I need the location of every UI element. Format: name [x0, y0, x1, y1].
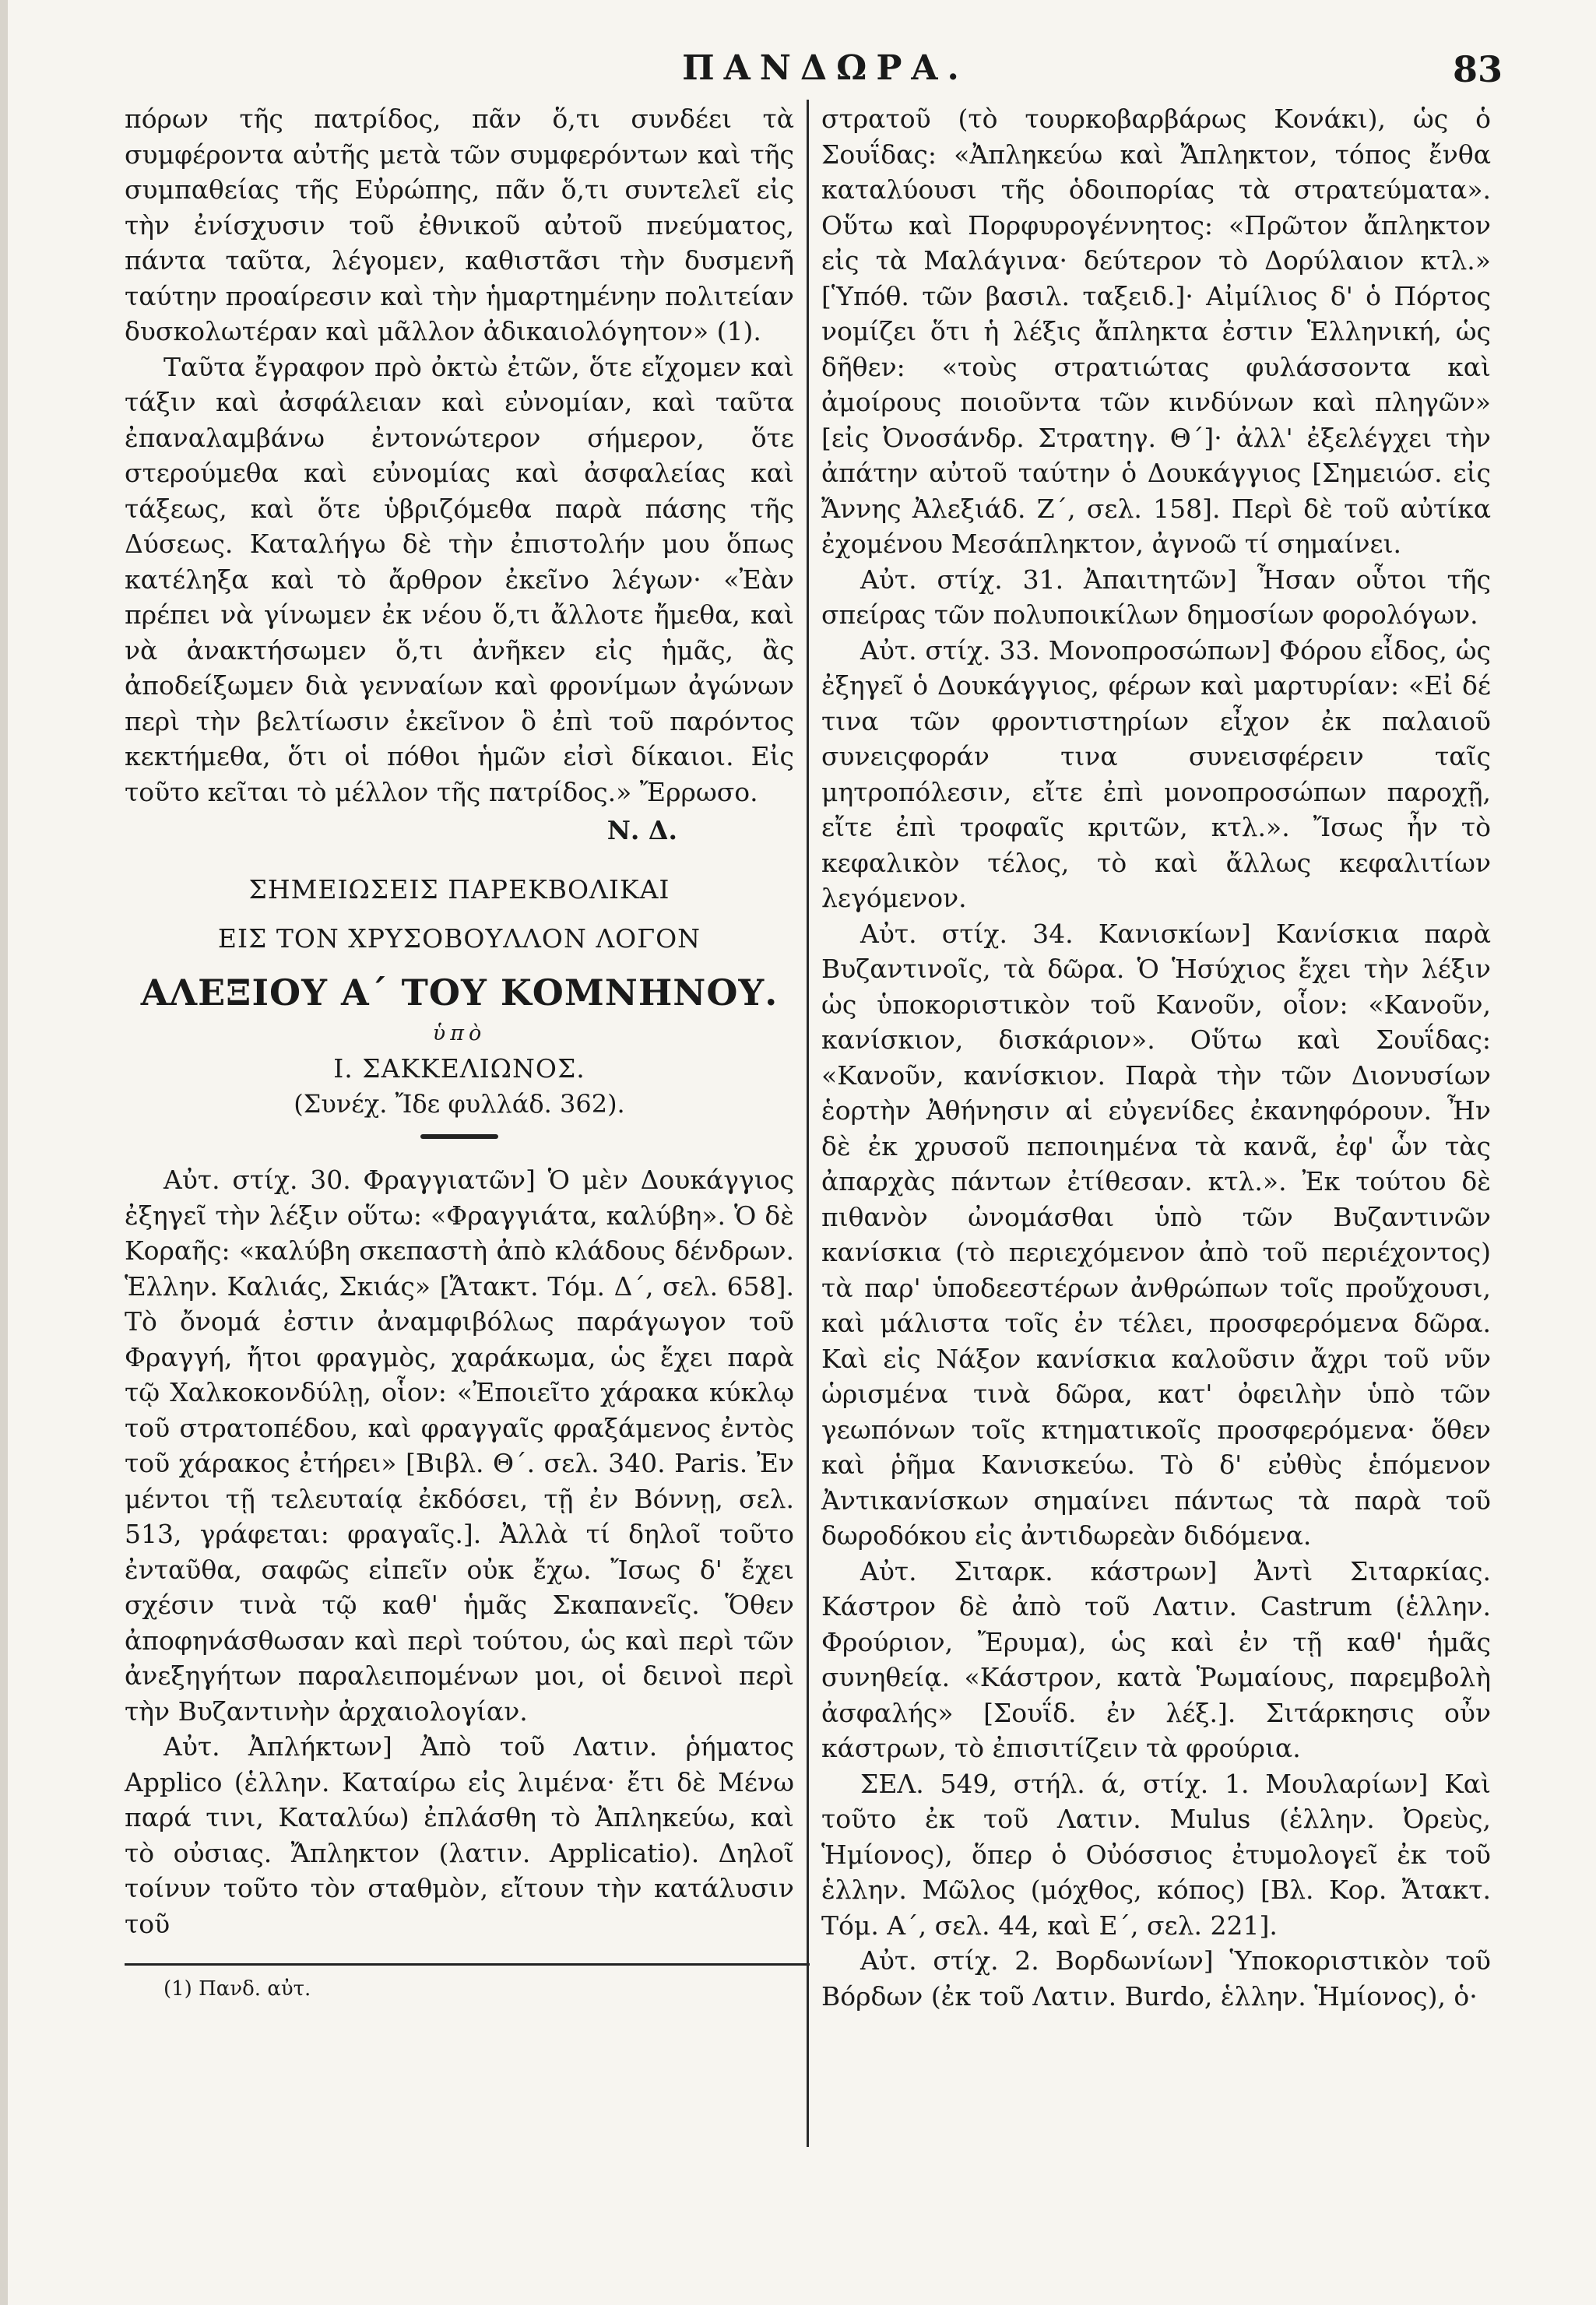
running-title: ΠΑΝΔΩΡΑ.	[682, 48, 968, 88]
byline-by: ὑπὸ	[432, 1021, 487, 1045]
note-kaniskion: Αὐτ. στίχ. 34. Κανισκίων] Κανίσκια παρὰ Βυζαντινοῖς, τὰ δῶρα. Ὁ Ἡσύχιος ἔχει τὴν λέξιν ὡς ὑποκοριστικὸν τοῦ Κανοῦν, οἷον: «Κανοῦν, κανίσκιον, δισκάριον». Οὕτω καὶ Σουΐδας: «Κανοῦν, κανίσκιον. Παρὰ τὴν τῶν Διονυσίων ἑορτὴν Ἀθήνησιν αἱ εὐγενίδες ἐκανηφόρουν. Ἦν δὲ ἐκ χρυσοῦ πεποιημένα τὰ κανᾶ, ἐφ' ὧν τὰς ἀπαρχὰς πάντων ἐτίθεσαν. κτλ.». Ἐκ τούτου δὲ πιθανὸν ὠνομάσθαι ὑπὸ τῶν Βυζαντινῶν κανίσκια (τὸ περιεχόμενον ἀπὸ τοῦ περιέχοντος) τὰ παρ' ὑποδεεστέρων ἀνθρώπων τοῖς προὔχουσι, καὶ μάλιστα τοῖς ἐν τέλει, προσφερόμενα δῶρα. Καὶ εἰς Νάξον κανίσκια καλοῦσιν ἄχρι τοῦ νῦν ὡρισμένα τινὰ δῶρα, κατ' ὀφειλὴν ὑπὸ τῶν γεωπόνων τοῖς κτηματικοῖς προσφερόμενα· ὅθεν καὶ ῥῆμα Κανισκεύω. Τὸ δ' εὐθὺς ἑπόμενον Ἀντικανίσκων σημαίνει πάντως τὰ παρὰ τοῦ δωροδόκου εἰς ἀντιδωρεὰν διδόμενα.	[821, 918, 1491, 1551]
footnote: (1) Πανδ. αὐτ.	[163, 1977, 311, 2001]
right-column	[821, 101, 1491, 2265]
signature: Ν. Δ.	[606, 815, 677, 845]
page-header	[117, 48, 1534, 95]
page-number: 83	[1452, 48, 1503, 90]
column-divider	[807, 100, 809, 2147]
scan-edge	[0, 0, 8, 2305]
continuation-note: (Συνέχ. Ἴδε φυλλάδ. 362).	[294, 1088, 625, 1119]
note-monoprosopon: Αὐτ. στίχ. 33. Μονοπροσώπων] Φόρου εἶδος, ὡς ἐξηγεῖ ὁ Δουκάγγιος, φέρων καὶ μαρτυρίαν: «Εἰ δέ τινα τῶν φροντιστηρίων εἶχον ἐκ παλαιοῦ συνειςφοράν τινα συνεισφέρειν ταῖς μητροπόλεσιν, εἴτε ἐπὶ μονοπροσώπων παροχῇ, εἴτε ἐπὶ τροφαῖς κριτῶν, κτλ.». Ἴσως ἦν τὸ κεφαλικὸν τέλος, τὸ καὶ ἄλλως κεφαλιτίων λεγόμενον.	[821, 634, 1491, 913]
section-heading-chrysobull: ΕΙΣ ΤΟΝ ΧΡΥΣΟΒΟΥΛΛΟΝ ΛΟΓΟΝ	[217, 923, 701, 954]
right-paragraph-1: στρατοῦ (τὸ τουρκοβαρβάρως Κονάκι), ὡς ὁ Σουΐδας: «Ἀπληκεύω καὶ Ἄπληκτον, τόπος ἔνθα καταλύουσι τῆς ὁδοιπορίας τὰ στρατεύματα». Οὕτω καὶ Πορφυρογέννητος: «Πρῶτον ἄπληκτον εἰς τὰ Μαλάγινα· δεύτερον τὸ Δορύλαιον κτλ.» [Ὑπόθ. τῶν βασιλ. ταξειδ.]· Αἰμίλιος δ' ὁ Πόρτος νομίζει ὅτι ἡ λέξις ἄπληκτα ἐστιν Ἑλληνική, ὡς δῆθεν: «τοὺς στρατιώτας φυλάσσοντα καὶ ἀμοίρους ποιοῦντα τῶν κινδύνων καὶ πληγῶν» [εἰς Ὀνοσάνδρ. Στρατηγ. Θ΄]· ἀλλ' ἐξελέγχει τὴν ἀπάτην αὐτοῦ ταύτην ὁ Δουκάγγιος [Σημειώσ. εἰς Ἄννης Ἀλεξιάδ. Ζ΄, σελ. 158]. Περὶ δὲ τοῦ αὐτίκα ἐχομένου Μεσάπληκτον, ἀγνοῶ τί σημαίνει.	[821, 104, 1491, 559]
note-apaititon: Αὐτ. στίχ. 31. Ἀπαιτητῶν] Ἦσαν οὗτοι τῆς σπείρας τῶν πολυποικίλων δημοσίων φορολόγων.	[821, 564, 1491, 630]
left-paragraph-1: πόρων τῆς πατρίδος, πᾶν ὅ,τι συνδέει τὰ συμφέροντα αὐτῆς μετὰ τῶν συμφερόντων καὶ τῆς συμπαθείας τῆς Εὐρώπης, πᾶν ὅ,τι συντελεῖ εἰς τὴν ἐνίσχυσιν τοῦ ἐθνικοῦ αὐτοῦ πνεύματος, πάντα ταῦτα, λέγομεν, καθιστᾶσι τὴν δυσμενῆ ταύτην προαίρεσιν καὶ τὴν ἡμαρτημένην πολιτείαν δυσκολωτέραν καὶ μᾶλλον ἀδικαιολόγητον» (1).	[125, 104, 794, 346]
note-aplekton: Αὐτ. Ἀπλήκτων] Ἀπὸ τοῦ Λατιν. ῥήματος Applico (ἑλλην. Καταίρω εἰς λιμένα· ἔτι δὲ Μένω παρά τινι, Καταλύω) ἐπλάσθη τὸ Ἀπληκεύω, καὶ τὸ οὐσιας. Ἄπληκτον (λατιν. Applicatio). Δηλοῖ τοίνυν τοῦτο τὸν σταθμὸν, εἴτουν τὴν κατάλυσιν τοῦ	[125, 1731, 794, 1939]
left-column	[125, 101, 794, 2265]
ornamental-rule	[420, 1134, 498, 1139]
note-bordonion: Αὐτ. στίχ. 2. Βορδωνίων] Ὑποκοριστικὸν τοῦ Βόρδων (ἐκ τοῦ Λατιν. Burdo, ἑλλην. Ἡμίονος), ὁ·	[821, 1945, 1491, 2012]
section-heading-notes: ΣΗΜΕΙΩΣΕΙΣ ΠΑΡΕΚΒΟΛΙΚΑΙ	[248, 873, 670, 905]
left-paragraph-2: Ταῦτα ἔγραφον πρὸ ὀκτὼ ἐτῶν, ὅτε εἴχομεν καὶ τάξιν καὶ ἀσφάλειαν καὶ εὐνομίαν, καὶ ταῦτα ἐπαναλαμβάνω ἐντονώτερον σήμερον, ὅτε στερούμεθα καὶ εὐνομίας καὶ ἀσφαλείας καὶ τάξεως, καὶ ὅτε ὑβριζόμεθα παρὰ πάσης τῆς Δύσεως. Καταλήγω δὲ τὴν ἐπιστολήν μου ὅπως κατέληξα καὶ τὸ ἄρθρον ἐκεῖνο λέγων· «Ἐὰν πρέπει νὰ γίνωμεν ἐκ νέου ὅ,τι ἄλλοτε ἤμεθα, καὶ νὰ ἀνακτήσωμεν ὅ,τι ἀνῆκεν εἰς ἡμᾶς, ἂς ἀποδείξωμεν διὰ γενναίων καὶ φρονίμων ἀγώνων περὶ τὴν βελτίωσιν ἐκεῖνον ὃ ἐπὶ τοῦ παρόντος κεκτήμεθα, ὅτι οἱ πόθοι ἡμῶν εἰσὶ δίκαιοι. Εἰς τοῦτο κεῖται τὸ μέλλον τῆς πατρίδος.» Ἔρρωσο.	[125, 351, 794, 807]
section-heading-alexios: ΑΛΕΞΙΟΥ Α΄ ΤΟΥ ΚΟΜΝΗΝΟΥ.	[140, 971, 779, 1014]
note-sitark-kastron: Αὐτ. Σιταρκ. κάστρων] Ἀντὶ Σιταρκίας. Κάστρον δὲ ἀπὸ τοῦ Λατιν. Castrum (ἑλλην. Φρούριον, Ἔρυμα), ὡς καὶ ἐν τῇ καθ' ἡμᾶς συνηθείᾳ. «Κάστρον, κατὰ Ῥωμαίους, παρεμβολὴ ἀσφαλής» [Σουΐδ. ἐν λέξ.]. Σιτάρκησις οὖν κάστρων, τὸ ἐπισιτίζειν τὰ φρούρια.	[821, 1555, 1491, 1763]
note-moularion: ΣΕΛ. 549, στήλ. ά, στίχ. 1. Μουλαρίων] Καὶ τοῦτο ἐκ τοῦ Λατιν. Mulus (ἑλλην. Ὀρεὺς, Ἡμίονος), ὅπερ ὁ Οὐόσσιος ἐτυμολογεῖ ἐκ τοῦ ἑλλην. Μῶλος (μόχθος, κόπος) [Βλ. Κορ. Ἄτακτ. Τόμ. Α΄, σελ. 44, καὶ Ε΄, σελ. 221].	[821, 1768, 1491, 1941]
footnote-divider	[125, 1963, 810, 1966]
byline-author: Ι. ΣΑΚΚΕΛΙΩΝΟΣ.	[333, 1053, 585, 1084]
note-fraggiaton: Αὐτ. στίχ. 30. Φραγγιατῶν] Ὁ μὲν Δουκάγγιος ἐξηγεῖ τὴν λέξιν οὕτω: «Φραγγιάτα, καλύβη». Ὁ δὲ Κοραῆς: «καλύβη σκεπαστὴ ἀπὸ κλάδους δένδρων. Ἑλλην. Καλιάς, Σκιάς» [Ἄτακτ. Τόμ. Δ΄, σελ. 658]. Τὸ ὄνομά ἐστιν ἀναμφιβόλως παράγωγον τοῦ Φραγγή, ἤτοι φραγμὸς, χαράκωμα, ὡς ἔχει παρὰ τῷ Χαλκοκονδύλῃ, οἷον: «Ἐποιεῖτο χάρακα κύκλῳ τοῦ στρατοπέδου, καὶ φραγγαῖς φραξάμενος ἐντὸς τοῦ χάρακος ἐτήρει» [Βιβλ. Θ΄. σελ. 340. Paris. Ἐν μέντοι τῇ τελευταίᾳ ἐκδόσει, τῇ ἐν Βόννῃ, σελ. 513, γράφεται: φραγαῖς.]. Ἀλλὰ τί δηλοῖ τοῦτο ἐνταῦθα, σαφῶς εἰπεῖν οὐκ ἔχω. Ἴσως δ' ἔχει σχέσιν τινὰ τῷ καθ' ἡμᾶς Σκαπανεῖς. Ὅθεν ἀποφηνάσθωσαν καὶ περὶ τούτου, ὡς καὶ περὶ τῶν ἀνεξηγήτων παραλειπομένων μοι, οἱ δεινοὶ περὶ τὴν Βυζαντινὴν ἀρχαιολογίαν.	[125, 1165, 794, 1727]
